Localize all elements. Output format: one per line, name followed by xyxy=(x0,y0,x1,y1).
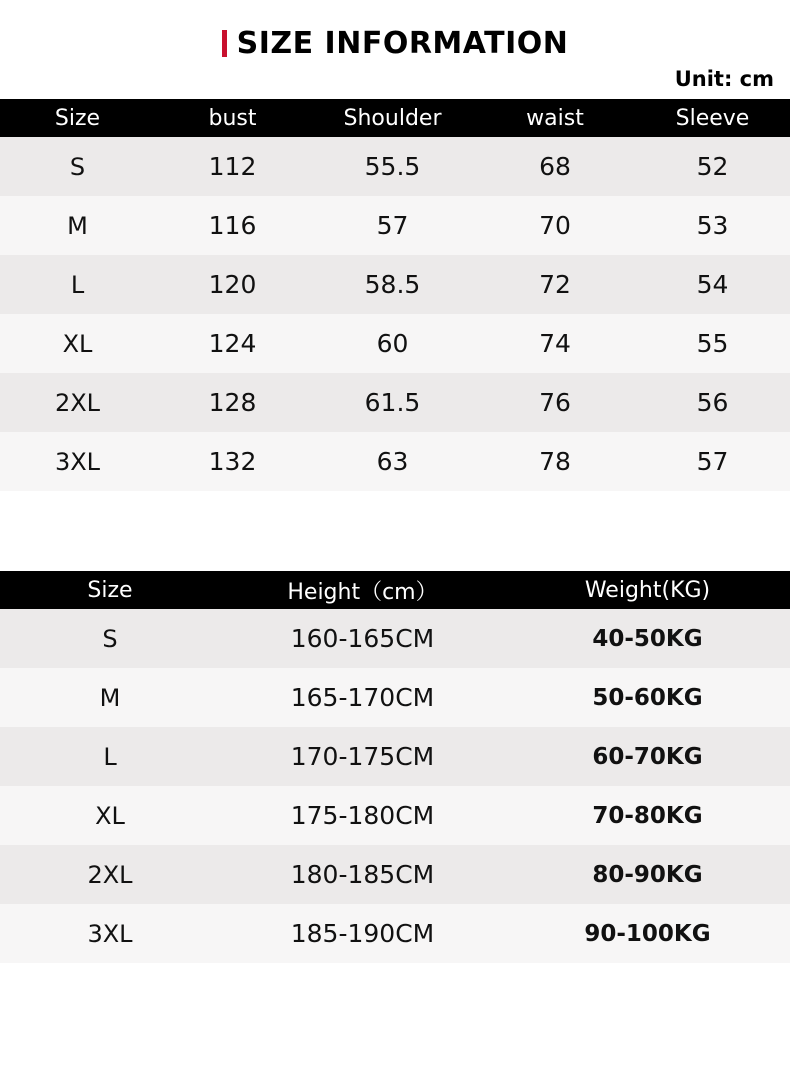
column-header-shoulder: Shoulder xyxy=(343,105,442,131)
table-header-row xyxy=(0,571,790,609)
cell-waist: 72 xyxy=(539,270,571,299)
cell-height: 185-190CM xyxy=(290,919,435,948)
cell-height: 165-170CM xyxy=(290,683,435,712)
cell-sleeve: 54 xyxy=(696,270,729,299)
table-header-row xyxy=(0,99,790,137)
cell-waist: 74 xyxy=(539,329,571,358)
height-weight-table xyxy=(0,571,790,963)
cell-sleeve: 52 xyxy=(696,152,729,181)
table-row xyxy=(0,727,790,786)
column-header-waist: waist xyxy=(526,105,584,131)
cell-size: XL xyxy=(62,329,93,358)
cell-bust: 132 xyxy=(208,447,257,476)
cell-bust: 128 xyxy=(208,388,257,417)
unit-row xyxy=(0,67,790,91)
table-row xyxy=(0,845,790,904)
cell-weight: 50-60KG xyxy=(592,684,703,711)
size-measurement-table xyxy=(0,99,790,491)
unit-label: Unit: cm xyxy=(674,67,774,91)
cell-shoulder: 63 xyxy=(376,447,409,476)
cell-sleeve: 55 xyxy=(696,329,729,358)
cell-size: S xyxy=(69,152,86,181)
cell-waist: 70 xyxy=(539,211,571,240)
cell-sleeve: 56 xyxy=(696,388,729,417)
title-accent-bar xyxy=(222,30,227,57)
cell-height: 170-175CM xyxy=(290,742,435,771)
cell-bust: 116 xyxy=(208,211,257,240)
cell-sleeve: 57 xyxy=(696,447,729,476)
cell-height: 180-185CM xyxy=(290,860,435,889)
table-row xyxy=(0,373,790,432)
cell-shoulder: 55.5 xyxy=(364,152,421,181)
cell-shoulder: 60 xyxy=(376,329,409,358)
column-header-height: Height（cm） xyxy=(287,579,438,605)
column-header-weight: Weight(KG) xyxy=(584,577,711,603)
column-header-size: Size xyxy=(54,105,101,131)
cell-waist: 78 xyxy=(539,447,571,476)
table-row xyxy=(0,137,790,196)
table-row xyxy=(0,255,790,314)
cell-bust: 120 xyxy=(208,270,257,299)
cell-size: L xyxy=(70,270,85,299)
table-row xyxy=(0,196,790,255)
page-title-text: SIZE INFORMATION xyxy=(236,26,569,61)
cell-weight: 40-50KG xyxy=(592,625,703,652)
cell-size: 2XL xyxy=(54,388,101,417)
cell-weight: 70-80KG xyxy=(592,802,703,829)
column-header-sleeve: Sleeve xyxy=(675,105,750,131)
cell-size: 3XL xyxy=(87,919,133,948)
table-spacer xyxy=(0,491,790,571)
cell-shoulder: 57 xyxy=(376,211,409,240)
cell-size: L xyxy=(103,742,117,771)
cell-size: S xyxy=(102,624,118,653)
cell-waist: 76 xyxy=(539,388,571,417)
cell-bust: 124 xyxy=(208,329,257,358)
cell-weight: 80-90KG xyxy=(592,861,703,888)
cell-shoulder: 61.5 xyxy=(364,388,421,417)
table-body xyxy=(0,609,790,963)
cell-size: 3XL xyxy=(54,447,101,476)
cell-shoulder: 58.5 xyxy=(364,270,421,299)
table-row xyxy=(0,904,790,963)
cell-height: 175-180CM xyxy=(290,801,435,830)
cell-height: 160-165CM xyxy=(290,624,435,653)
column-header-size: Size xyxy=(87,577,133,603)
table-body xyxy=(0,137,790,491)
page-title xyxy=(0,26,790,61)
column-header-bust: bust xyxy=(208,105,257,131)
cell-size: M xyxy=(99,683,121,712)
cell-size: 2XL xyxy=(87,860,133,889)
cell-bust: 112 xyxy=(208,152,257,181)
cell-waist: 68 xyxy=(539,152,571,181)
table-row xyxy=(0,314,790,373)
table-row xyxy=(0,668,790,727)
table-row xyxy=(0,609,790,668)
cell-weight: 90-100KG xyxy=(584,920,711,947)
cell-size: XL xyxy=(95,801,125,830)
cell-sleeve: 53 xyxy=(696,211,729,240)
cell-size: M xyxy=(67,211,88,240)
table-row xyxy=(0,786,790,845)
cell-weight: 60-70KG xyxy=(592,743,703,770)
table-row xyxy=(0,432,790,491)
